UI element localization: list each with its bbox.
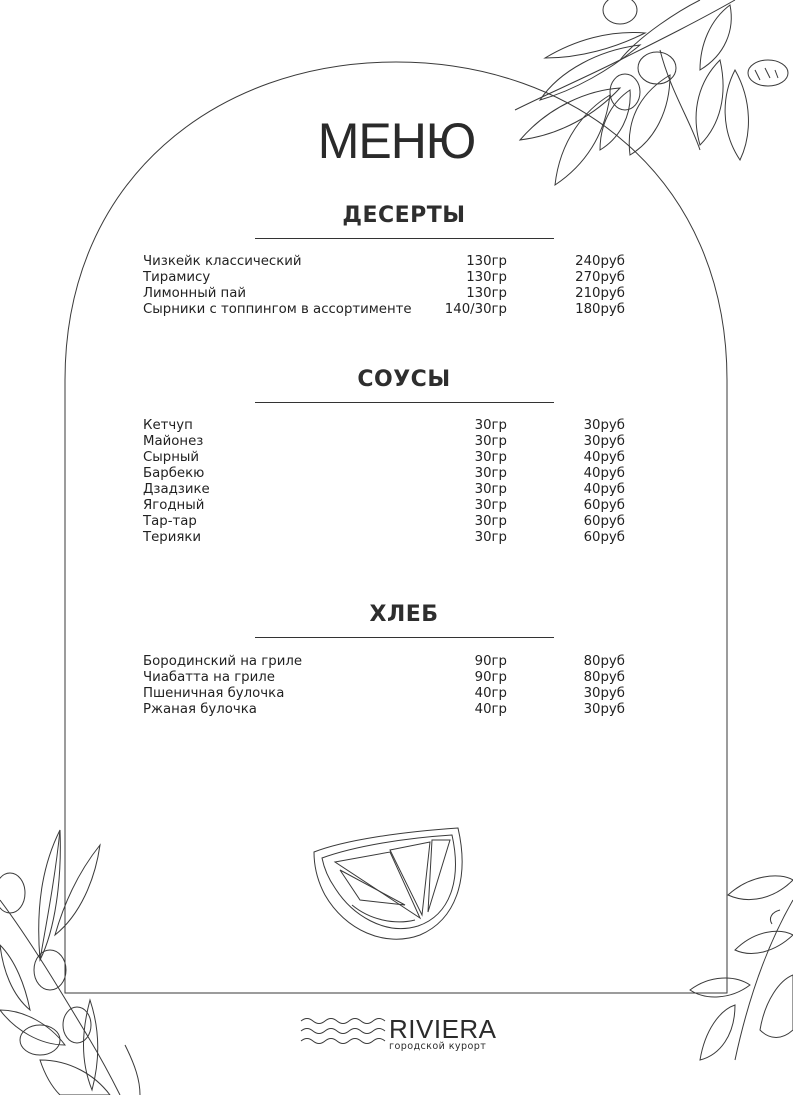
list-item: Терияки 30гр 60руб — [143, 530, 625, 545]
list-item: Майонез 30гр 30руб — [143, 434, 625, 449]
olive-branch-icon — [0, 830, 140, 1095]
section-title-sauces: СОУСЫ — [357, 367, 451, 392]
list-item: Тар-тар 30гр 60руб — [143, 514, 625, 529]
list-item: Ржаная булочка 40гр 30руб — [143, 702, 625, 717]
desserts-list — [143, 254, 633, 318]
page-title: МЕНЮ — [317, 113, 476, 169]
list-item: Барбекю 30гр 40руб — [143, 466, 625, 481]
list-item: Кетчуп 30гр 30руб — [143, 418, 625, 433]
section-divider — [255, 402, 554, 403]
section-title-desserts: ДЕСЕРТЫ — [342, 203, 466, 228]
section-divider — [255, 637, 554, 638]
section-title-bread: ХЛЕБ — [369, 602, 439, 627]
list-item: Чиабатта на гриле 90гр 80руб — [143, 670, 625, 685]
brand-name: RIVIERA — [389, 1014, 497, 1044]
bread-list — [143, 654, 633, 718]
section-divider — [255, 238, 554, 239]
waves-icon — [301, 1019, 385, 1044]
brand-tagline: городской курорт — [389, 1041, 487, 1052]
orange-slice-icon — [314, 828, 462, 939]
list-item: Сырный 30гр 40руб — [143, 450, 625, 465]
list-item: Лимонный пай 130гр 210руб — [143, 286, 625, 301]
list-item: Тирамису 130гр 270руб — [143, 270, 625, 285]
olive-branch-icon — [690, 876, 793, 1060]
list-item: Сырники с топпингом в ассортименте 140/30гр 180руб — [143, 302, 625, 317]
list-item: Чизкейк классический 130гр 240руб — [143, 254, 625, 269]
list-item: Дзадзике 30гр 40руб — [143, 482, 625, 497]
sauces-list — [143, 418, 633, 546]
list-item: Бородинский на гриле 90гр 80руб — [143, 654, 625, 669]
list-item: Ягодный 30гр 60руб — [143, 498, 625, 513]
list-item: Пшеничная булочка 40гр 30руб — [143, 686, 625, 701]
